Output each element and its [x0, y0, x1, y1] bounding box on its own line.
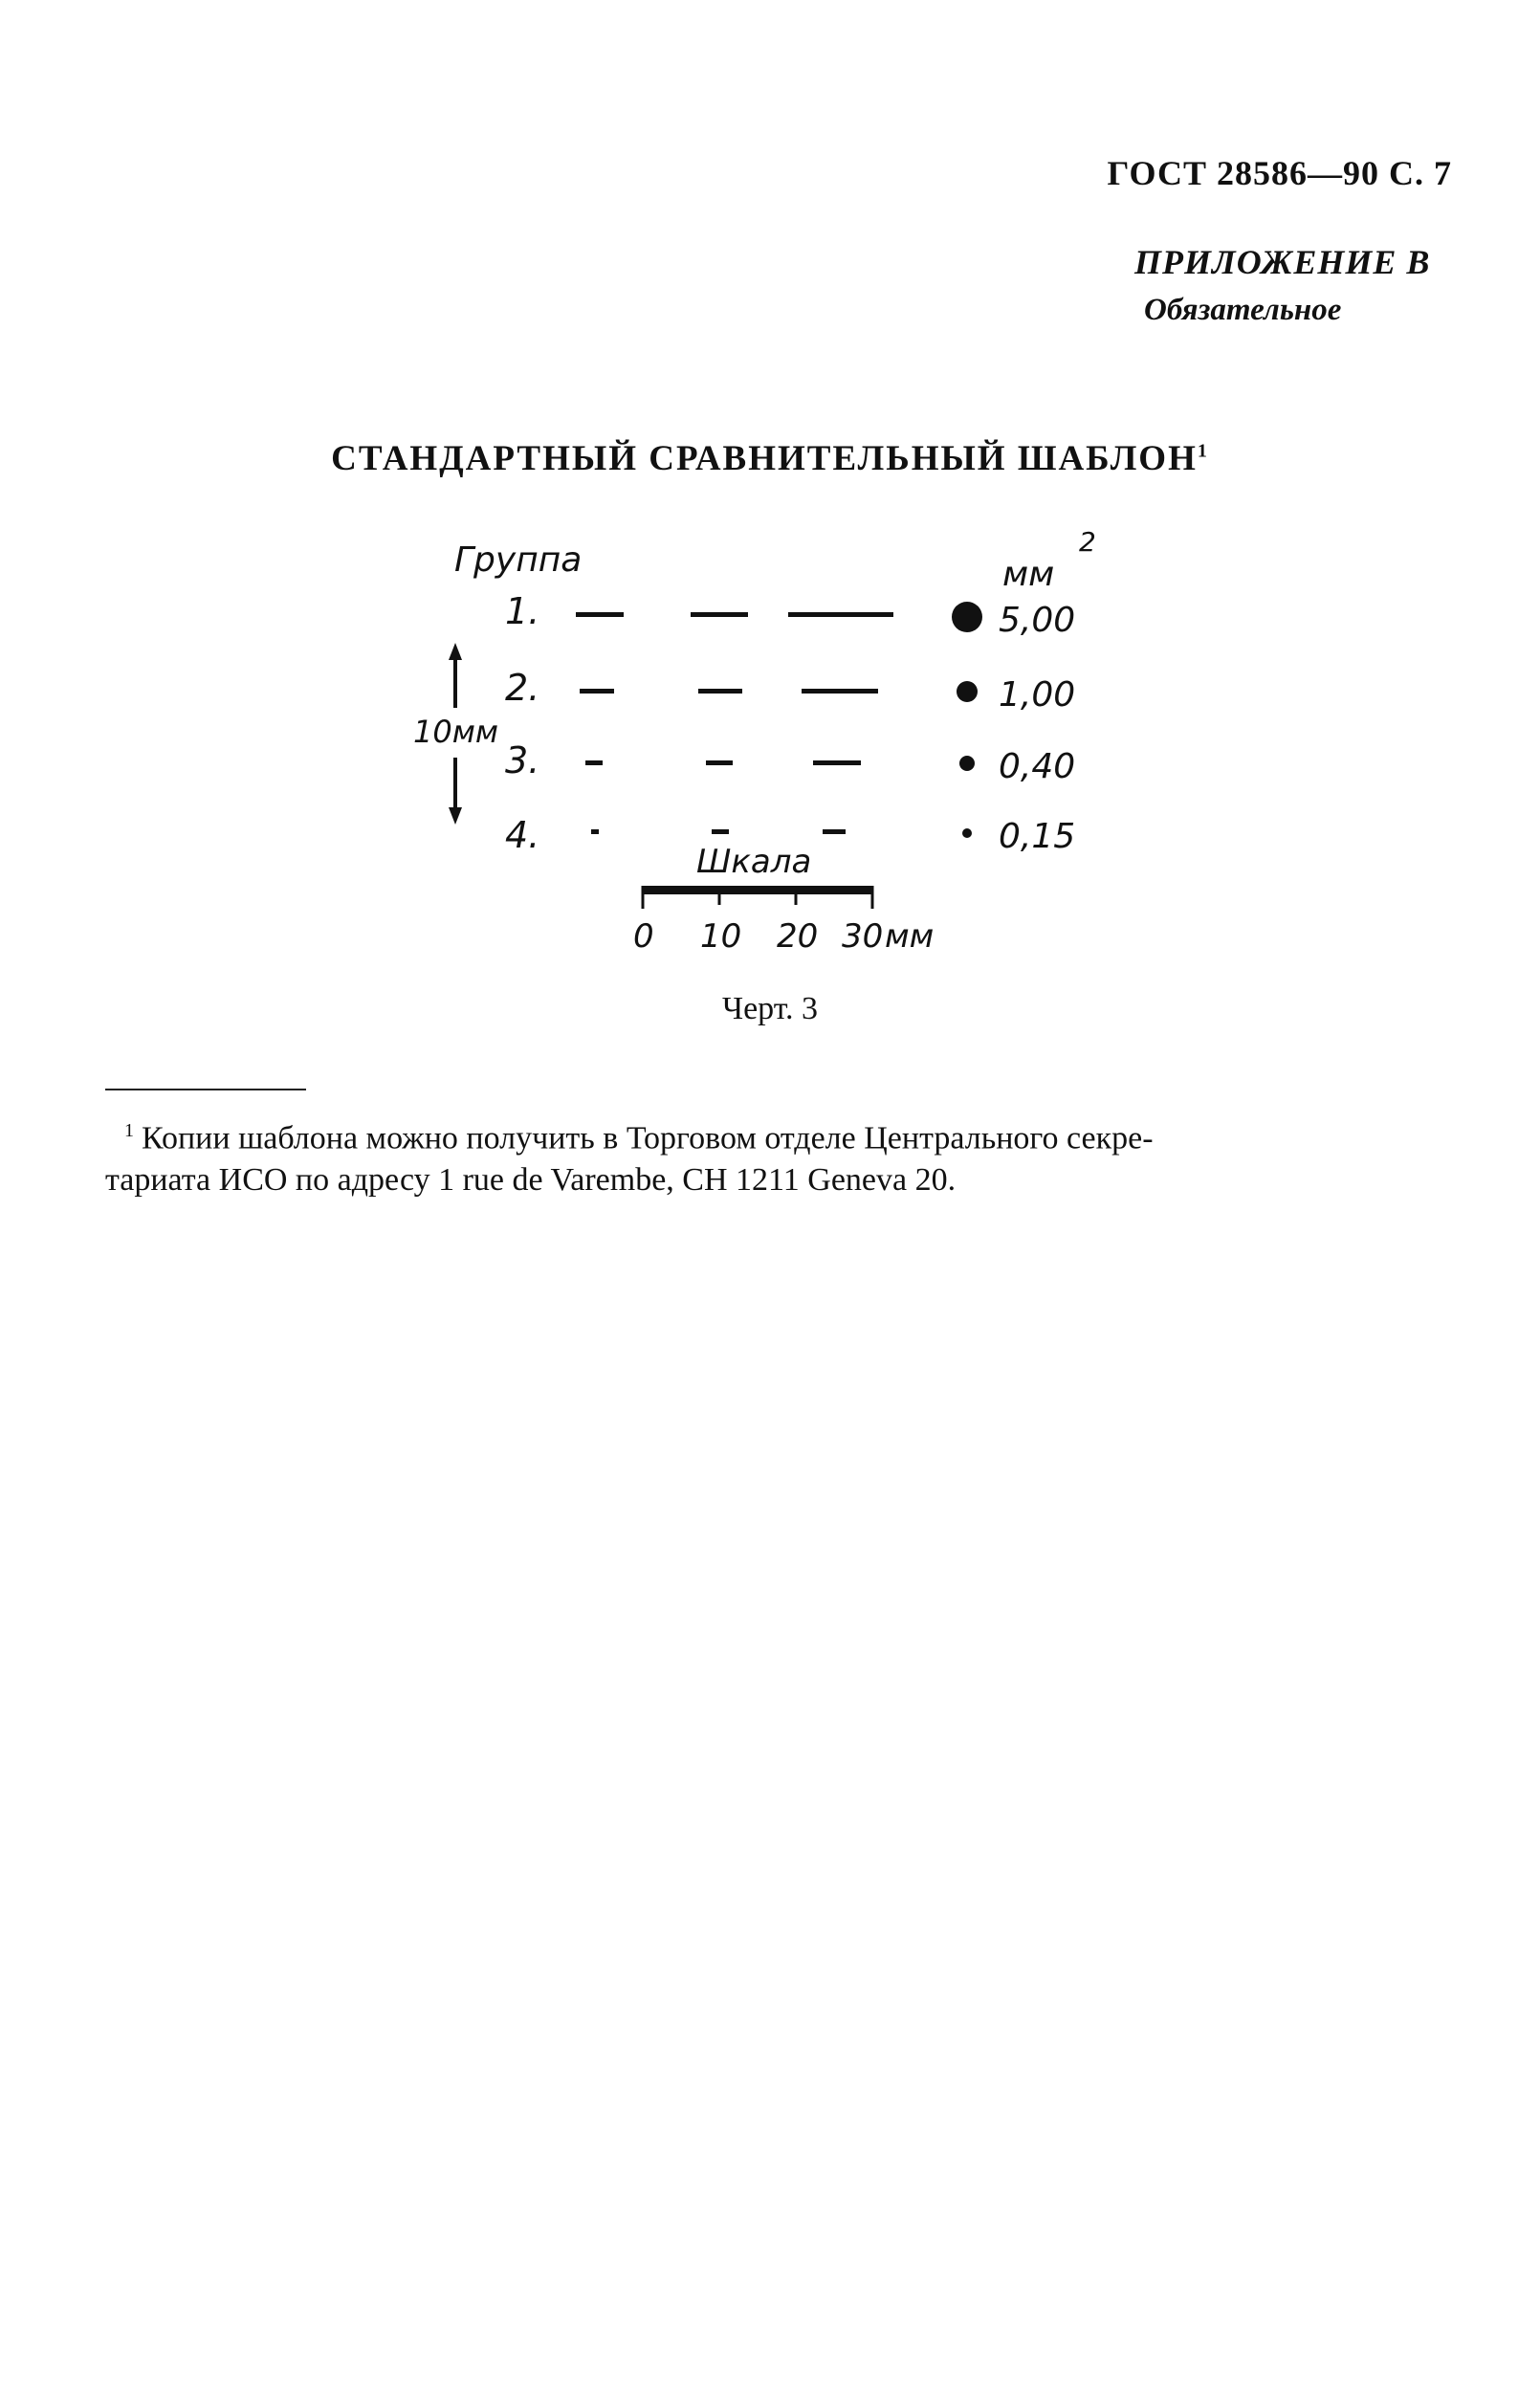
row3-inclusion-long: [813, 760, 861, 765]
row3-inclusion-short: [585, 760, 603, 765]
area-value-4: 0,15: [999, 817, 1076, 856]
group-label-4: 4.: [505, 814, 540, 856]
appendix-status: Обязательное: [1144, 293, 1342, 327]
page-header: ГОСТ 28586—90 С. 7: [1107, 154, 1452, 192]
row3-inclusion-medium: [706, 760, 733, 765]
row1-inclusion-dot: [952, 602, 982, 632]
unit-label: мм: [1002, 555, 1055, 594]
row2-inclusion-short: [580, 689, 614, 694]
document-title: [0, 438, 1540, 479]
scale-label: Шкала: [696, 843, 812, 881]
footnote-line-1: Копии шаблона можно получить в Торговом отделе Центрального секре-: [142, 1120, 1154, 1156]
group-column-label: Группа: [454, 540, 583, 580]
group-label-1: 1.: [505, 590, 540, 632]
spacing-label: 10мм: [413, 714, 498, 750]
title-text: СТАНДАРТНЫЙ СРАВНИТЕЛЬНЫЙ ШАБЛОН: [331, 439, 1198, 478]
row1-inclusion-medium: [691, 612, 748, 617]
title-footnote-mark: 1: [1197, 440, 1209, 462]
row1-inclusion-long: [788, 612, 893, 617]
row2-inclusion-medium: [698, 689, 742, 694]
area-value-1: 5,00: [999, 601, 1076, 640]
row1-inclusion-short: [576, 612, 624, 617]
comparison-template-figure: [363, 517, 1129, 976]
row4-inclusion-short: [591, 829, 599, 834]
arrow-up-icon: [449, 643, 462, 660]
scale-unit: мм: [885, 917, 935, 956]
area-value-2: 1,00: [999, 675, 1076, 715]
row4-inclusion-medium: [712, 829, 729, 834]
group-label-3: 3.: [505, 739, 540, 782]
row4-inclusion-dot: [962, 828, 972, 838]
figure-caption: Черт. 3: [721, 991, 819, 1026]
row2-inclusion-long: [802, 689, 878, 694]
arrow-down-icon: [449, 807, 462, 825]
row3-inclusion-dot: [959, 756, 975, 771]
row2-inclusion-dot: [957, 681, 978, 702]
scale-label-0: 0: [633, 917, 654, 956]
row4-inclusion-long: [823, 829, 846, 834]
footnote-line-2: тариата ИСО по адресу 1 rue de Varembe, CH 1211 Geneva 20.: [105, 1162, 957, 1199]
scale-bar: [643, 886, 872, 894]
scale-label-30: 30: [842, 917, 884, 956]
area-value-3: 0,40: [999, 747, 1076, 786]
scale-label-20: 20: [777, 917, 819, 956]
appendix-label: ПРИЛОЖЕНИЕ В: [1134, 243, 1431, 281]
footnote-divider: [105, 1089, 306, 1090]
footnote: [105, 1110, 1456, 1201]
scale-label-10: 10: [700, 917, 742, 956]
unit-power: 2: [1079, 526, 1096, 558]
group-label-2: 2.: [505, 667, 540, 709]
footnote-mark: 1: [124, 1120, 134, 1141]
